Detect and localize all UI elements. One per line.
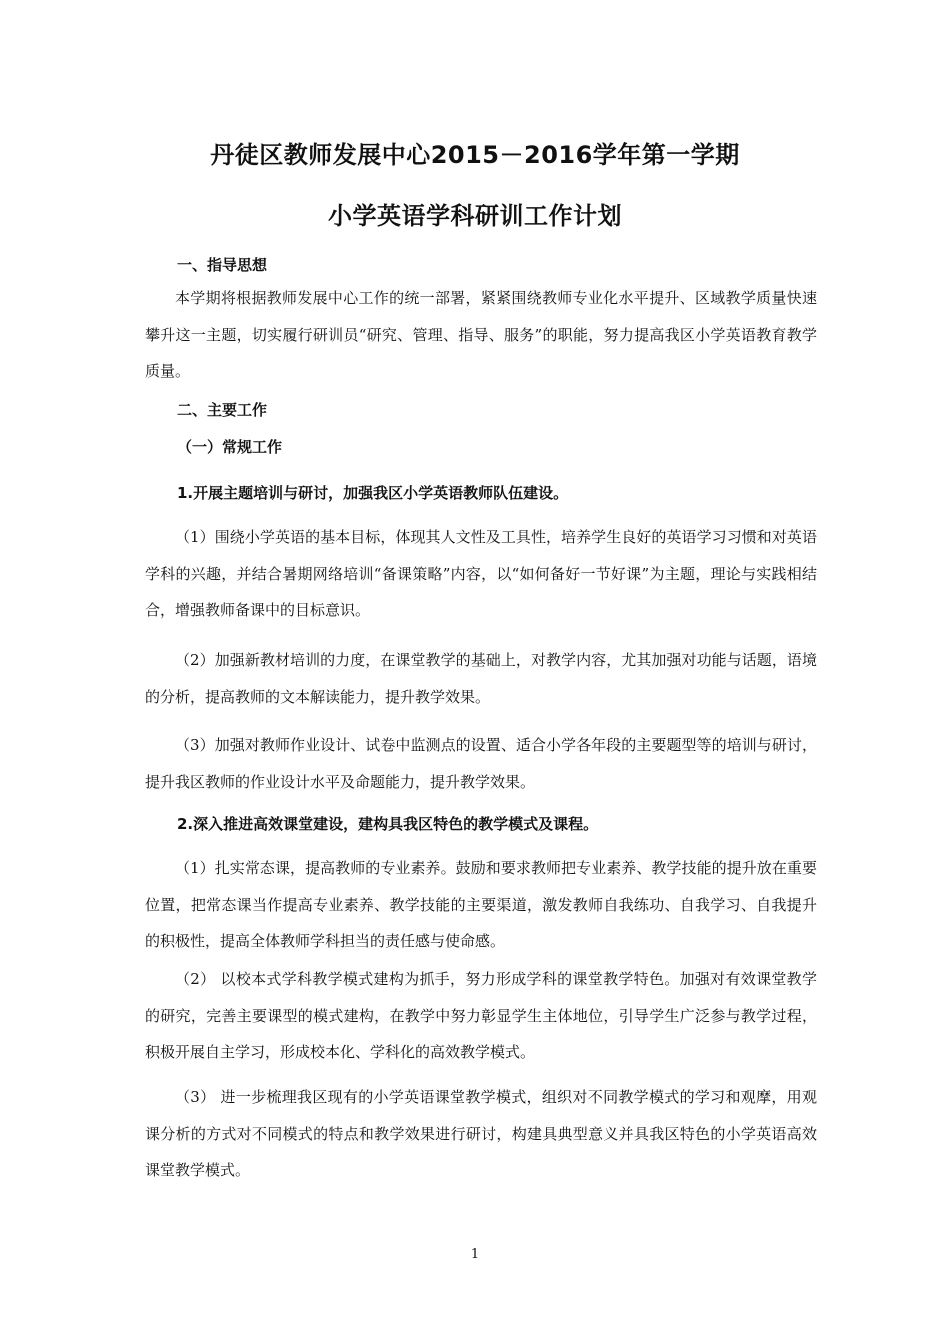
item2-paragraph1: （1）扎实常态课，提高教师的专业素养。鼓励和要求教师把专业素养、教学技能的提升放在重要位置，把常态课当作提高专业素养、教学技能的主要渠道，激发教师自我练功、自我学习、自我提升的积极性，提高全体教师学科担当的责任感与使命感。 bbox=[145, 859, 817, 950]
page-number: 1 bbox=[470, 1247, 480, 1262]
section1-heading: 一、指导思想 bbox=[177, 256, 268, 274]
section1-paragraph: 本学期将根据教师发展中心工作的统一部署，紧紧围绕教师专业化水平提升、区域教学质量快速攀升这一主题，切实履行研训员“研究、管理、指导、服务”的职能，努力提高我区小学英语教育教学质量。 bbox=[145, 289, 817, 380]
item1-paragraph2: （2）加强新教材培训的力度，在课堂教学的基础上，对教学内容，尤其加强对功能与话题，语境的分析，提高教师的文本解读能力，提升教学效果。 bbox=[145, 651, 817, 706]
subsection1-heading: （一）常规工作 bbox=[177, 438, 283, 456]
item1-paragraph1: （1）围绕小学英语的基本目标，体现其人文性及工具性，培养学生良好的英语学习习惯和对英语学科的兴趣，并结合暑期网络培训“备课策略”内容，以“如何备好一节好课”为主题，理论与实践相结合，增强教师备课中的目标意识。 bbox=[145, 528, 817, 619]
section2-heading: 二、主要工作 bbox=[177, 401, 268, 419]
item1-heading: 1.开展主题培训与研讨，加强我区小学英语教师队伍建设。 bbox=[177, 484, 569, 502]
item1-paragraph3: （3）加强对教师作业设计、试卷中监测点的设置、适合小学各年段的主要题型等的培训与研讨，提升我区教师的作业设计水平及命题能力，提升教学效果。 bbox=[145, 736, 817, 791]
document-title-line2: 小学英语学科研训工作计划 bbox=[328, 202, 622, 230]
item2-heading: 2.深入推进高效课堂建设，建构具我区特色的教学模式及课程。 bbox=[177, 815, 599, 833]
item2-paragraph3: （3） 进一步梳理我区现有的小学英语课堂教学模式，组织对不同教学模式的学习和观摩，用观课分析的方式对不同模式的特点和教学效果进行研讨，构建具典型意义并具我区特色的小学英语高效课堂教学模式。 bbox=[145, 1088, 817, 1179]
document-title-line1: 丹徒区教师发展中心2015－2016学年第一学期 bbox=[210, 141, 740, 169]
item2-paragraph2: （2） 以校本式学科教学模式建构为抓手，努力形成学科的课堂教学特色。加强对有效课堂教学的研究，完善主要课型的模式建构，在教学中努力彰显学生主体地位，引导学生广泛参与教学过程，积极开展自主学习，形成校本化、学科化的高效教学模式。 bbox=[145, 970, 817, 1061]
